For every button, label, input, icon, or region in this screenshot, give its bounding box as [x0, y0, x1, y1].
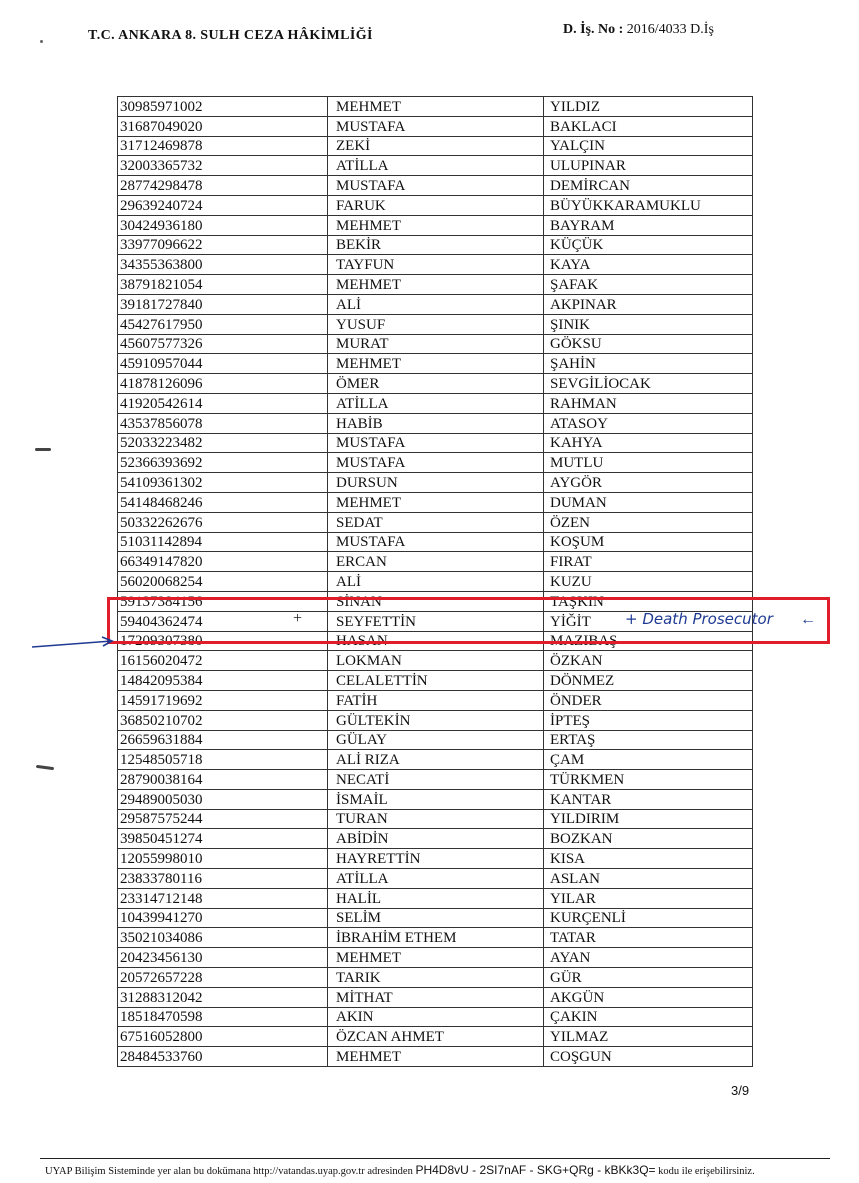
- table-row: [118, 176, 753, 196]
- table-row: [118, 651, 753, 671]
- file-number-value: 2016/4033 D.İş: [626, 22, 714, 37]
- file-number: [563, 22, 714, 38]
- first-name-cell: SEDAT: [328, 512, 544, 532]
- table-row: [118, 453, 753, 473]
- first-name-cell: ERCAN: [328, 552, 544, 572]
- last-name-cell: SEVGİLİOCAK: [544, 374, 753, 394]
- margin-dash-mark: [36, 765, 54, 770]
- table-row: [118, 829, 753, 849]
- first-name-cell: SELİM: [328, 908, 544, 928]
- table-row: [118, 730, 753, 750]
- table-row: [118, 908, 753, 928]
- last-name-cell: RAHMAN: [544, 393, 753, 413]
- last-name-cell: ULUPINAR: [544, 156, 753, 176]
- id-number-cell: 28774298478: [118, 176, 328, 196]
- last-name-cell: KAHYA: [544, 433, 753, 453]
- first-name-cell: İSMAİL: [328, 789, 544, 809]
- last-name-cell: MAZIBAŞ: [544, 631, 753, 651]
- last-name-cell: KOŞUM: [544, 532, 753, 552]
- last-name-cell: KÜÇÜK: [544, 235, 753, 255]
- last-name-cell: TAŞKIN: [544, 591, 753, 611]
- table-row: [118, 433, 753, 453]
- table-row: [118, 789, 753, 809]
- first-name-cell: HAYRETTİN: [328, 849, 544, 869]
- table-row: [118, 215, 753, 235]
- first-name-cell: İBRAHİM ETHEM: [328, 928, 544, 948]
- first-name-cell: FATİH: [328, 690, 544, 710]
- first-name-cell: FARUK: [328, 195, 544, 215]
- table-row: [118, 136, 753, 156]
- table-row: [118, 97, 753, 117]
- last-name-cell: TÜRKMEN: [544, 770, 753, 790]
- last-name-cell: ERTAŞ: [544, 730, 753, 750]
- last-name-cell: BAYRAM: [544, 215, 753, 235]
- table-row: [118, 572, 753, 592]
- table-row: [118, 948, 753, 968]
- id-number-cell: 43537856078: [118, 413, 328, 433]
- last-name-cell: ÖZKAN: [544, 651, 753, 671]
- first-name-cell: ATİLLA: [328, 156, 544, 176]
- id-number-cell: 50332262676: [118, 512, 328, 532]
- id-number-cell: 18518470598: [118, 1007, 328, 1027]
- id-number-cell: 32003365732: [118, 156, 328, 176]
- first-name-cell: MİTHAT: [328, 987, 544, 1007]
- footer-text: UYAP Bilişim Sisteminde yer alan bu dokümana http://vatandas.uyap.gov.tr adresinden: [45, 1166, 413, 1177]
- last-name-cell: COŞGUN: [544, 1047, 753, 1067]
- id-number-cell: 23833780116: [118, 869, 328, 889]
- id-number-cell: 38791821054: [118, 275, 328, 295]
- last-name-cell: YILDIRIM: [544, 809, 753, 829]
- table-row: [118, 413, 753, 433]
- handwritten-note: + Death Prosecutor: [625, 610, 773, 628]
- first-name-cell: AKIN: [328, 1007, 544, 1027]
- first-name-cell: HASAN: [328, 631, 544, 651]
- table-row: [118, 968, 753, 988]
- table-row: [118, 512, 753, 532]
- first-name-cell: ÖMER: [328, 374, 544, 394]
- table-row: [118, 671, 753, 691]
- last-name-cell: YILDIZ: [544, 97, 753, 117]
- id-number-cell: 12548505718: [118, 750, 328, 770]
- id-number-cell: 30985971002: [118, 97, 328, 117]
- table-row: [118, 809, 753, 829]
- id-number-cell: 54109361302: [118, 473, 328, 493]
- id-number-cell: 29639240724: [118, 195, 328, 215]
- court-title: T.C. ANKARA 8. SULH CEZA HÂKİMLİĞİ: [88, 28, 373, 43]
- id-number-cell: 41920542614: [118, 393, 328, 413]
- last-name-cell: BAKLACI: [544, 116, 753, 136]
- table-row: [118, 690, 753, 710]
- id-number-cell: 14591719692: [118, 690, 328, 710]
- first-name-cell: TAYFUN: [328, 255, 544, 275]
- table-row: [118, 314, 753, 334]
- table-row: [118, 750, 753, 770]
- footer-divider: [40, 1158, 830, 1159]
- first-name-cell: MEHMET: [328, 97, 544, 117]
- first-name-cell: MUSTAFA: [328, 116, 544, 136]
- margin-dash-mark: [35, 448, 51, 451]
- first-name-cell: MUSTAFA: [328, 532, 544, 552]
- last-name-cell: ÖNDER: [544, 690, 753, 710]
- last-name-cell: ÇAKIN: [544, 1007, 753, 1027]
- last-name-cell: ÇAM: [544, 750, 753, 770]
- id-number-cell: 29587575244: [118, 809, 328, 829]
- id-number-cell: 31712469878: [118, 136, 328, 156]
- first-name-cell: YUSUF: [328, 314, 544, 334]
- first-name-cell: SİNAN: [328, 591, 544, 611]
- last-name-cell: AYGÖR: [544, 473, 753, 493]
- id-number-cell: 30424936180: [118, 215, 328, 235]
- table-row: [118, 1027, 753, 1047]
- table-row: [118, 987, 753, 1007]
- table-row: [118, 354, 753, 374]
- page-number: 3/9: [731, 1083, 750, 1098]
- last-name-cell: ASLAN: [544, 869, 753, 889]
- first-name-cell: GÜLAY: [328, 730, 544, 750]
- id-number-cell: 54148468246: [118, 492, 328, 512]
- last-name-cell: KANTAR: [544, 789, 753, 809]
- first-name-cell: LOKMAN: [328, 651, 544, 671]
- first-name-cell: MEHMET: [328, 275, 544, 295]
- first-name-cell: SEYFETTİN: [328, 611, 544, 631]
- table-row: [118, 849, 753, 869]
- first-name-cell: HABİB: [328, 413, 544, 433]
- last-name-cell: KISA: [544, 849, 753, 869]
- id-number-cell: 45607577326: [118, 334, 328, 354]
- id-number-cell: 56020068254: [118, 572, 328, 592]
- table-row: [118, 869, 753, 889]
- id-number-cell: 28484533760: [118, 1047, 328, 1067]
- table-row: [118, 116, 753, 136]
- last-name-cell: YILAR: [544, 888, 753, 908]
- first-name-cell: NECATİ: [328, 770, 544, 790]
- last-name-cell: AKGÜN: [544, 987, 753, 1007]
- table-row: [118, 928, 753, 948]
- table-row: [118, 532, 753, 552]
- first-name-cell: MUSTAFA: [328, 176, 544, 196]
- first-name-cell: ZEKİ: [328, 136, 544, 156]
- id-number-cell: 59137384156: [118, 591, 328, 611]
- id-number-cell: 34355363800: [118, 255, 328, 275]
- id-number-cell: 35021034086: [118, 928, 328, 948]
- id-number-cell: 67516052800: [118, 1027, 328, 1047]
- last-name-cell: AYAN: [544, 948, 753, 968]
- last-name-cell: YILMAZ: [544, 1027, 753, 1047]
- id-number-cell: 51031142894: [118, 532, 328, 552]
- first-name-cell: BEKİR: [328, 235, 544, 255]
- id-number-cell: 66349147820: [118, 552, 328, 572]
- table-row: [118, 770, 753, 790]
- last-name-cell: BOZKAN: [544, 829, 753, 849]
- first-name-cell: ABİDİN: [328, 829, 544, 849]
- id-number-cell: 33977096622: [118, 235, 328, 255]
- id-number-cell: 31687049020: [118, 116, 328, 136]
- id-number-cell: 31288312042: [118, 987, 328, 1007]
- last-name-cell: ŞAHİN: [544, 354, 753, 374]
- table-row: [118, 473, 753, 493]
- id-number-cell: 14842095384: [118, 671, 328, 691]
- last-name-cell: ATASOY: [544, 413, 753, 433]
- id-number-cell: 45910957044: [118, 354, 328, 374]
- table-row: [118, 552, 753, 572]
- last-name-cell: ŞAFAK: [544, 275, 753, 295]
- last-name-cell: KAYA: [544, 255, 753, 275]
- id-number-cell: 52033223482: [118, 433, 328, 453]
- last-name-cell: BÜYÜKKARAMUKLU: [544, 195, 753, 215]
- first-name-cell: MUSTAFA: [328, 453, 544, 473]
- first-name-cell: MEHMET: [328, 1047, 544, 1067]
- id-number-cell: 20572657228: [118, 968, 328, 988]
- table-row: [118, 374, 753, 394]
- id-number-cell: 12055998010: [118, 849, 328, 869]
- last-name-cell: YİĞİT: [544, 611, 753, 631]
- first-name-cell: TURAN: [328, 809, 544, 829]
- table-row: [118, 1007, 753, 1027]
- first-name-cell: ALİ: [328, 572, 544, 592]
- first-name-cell: MEHMET: [328, 492, 544, 512]
- last-name-cell: AKPINAR: [544, 294, 753, 314]
- last-name-cell: GÖKSU: [544, 334, 753, 354]
- table-row: [118, 492, 753, 512]
- first-name-cell: GÜLTEKİN: [328, 710, 544, 730]
- table-row: [118, 888, 753, 908]
- last-name-cell: İPTEŞ: [544, 710, 753, 730]
- left-arrow-icon: ←: [800, 611, 816, 628]
- handwritten-plus-mark: +: [293, 610, 303, 627]
- id-number-cell: 36850210702: [118, 710, 328, 730]
- first-name-cell: ALİ RIZA: [328, 750, 544, 770]
- first-name-cell: MURAT: [328, 334, 544, 354]
- id-number-cell: 29489005030: [118, 789, 328, 809]
- first-name-cell: HALİL: [328, 888, 544, 908]
- footer-access-code: PH4D8vU - 2SI7nAF - SKG+QRg - kBKk3Q=: [415, 1163, 656, 1177]
- first-name-cell: ÖZCAN AHMET: [328, 1027, 544, 1047]
- id-number-cell: 41878126096: [118, 374, 328, 394]
- last-name-cell: YALÇIN: [544, 136, 753, 156]
- id-number-cell: 23314712148: [118, 888, 328, 908]
- last-name-cell: DEMİRCAN: [544, 176, 753, 196]
- footer-text-end: kodu ile erişebilirsiniz.: [658, 1166, 755, 1177]
- first-name-cell: CELALETTİN: [328, 671, 544, 691]
- last-name-cell: MUTLU: [544, 453, 753, 473]
- id-number-cell: 45427617950: [118, 314, 328, 334]
- first-name-cell: MUSTAFA: [328, 433, 544, 453]
- last-name-cell: DUMAN: [544, 492, 753, 512]
- first-name-cell: ATİLLA: [328, 869, 544, 889]
- right-arrow-icon: [30, 636, 116, 650]
- table-row: [118, 235, 753, 255]
- file-number-label: D. İş. No :: [563, 22, 624, 37]
- first-name-cell: MEHMET: [328, 948, 544, 968]
- footer: [45, 1163, 755, 1177]
- last-name-cell: FIRAT: [544, 552, 753, 572]
- id-number-cell: 26659631884: [118, 730, 328, 750]
- last-name-cell: KURÇENLİ: [544, 908, 753, 928]
- table-row: [118, 334, 753, 354]
- table-row: [118, 275, 753, 295]
- table-row: [118, 393, 753, 413]
- id-number-cell: 39850451274: [118, 829, 328, 849]
- id-number-cell: 52366393692: [118, 453, 328, 473]
- table-row: [118, 294, 753, 314]
- id-number-cell: 17209307380: [118, 631, 328, 651]
- first-name-cell: ATİLLA: [328, 393, 544, 413]
- last-name-cell: ÖZEN: [544, 512, 753, 532]
- id-number-cell: 20423456130: [118, 948, 328, 968]
- first-name-cell: DURSUN: [328, 473, 544, 493]
- roster-table-body: [118, 97, 753, 1067]
- first-name-cell: MEHMET: [328, 215, 544, 235]
- id-number-cell: 28790038164: [118, 770, 328, 790]
- first-name-cell: ALİ: [328, 294, 544, 314]
- last-name-cell: DÖNMEZ: [544, 671, 753, 691]
- table-row: [118, 1047, 753, 1067]
- table-row: [118, 255, 753, 275]
- id-number-cell: 59404362474: [118, 611, 328, 631]
- table-row: [118, 710, 753, 730]
- table-row: [118, 195, 753, 215]
- id-number-cell: 10439941270: [118, 908, 328, 928]
- id-number-cell: 16156020472: [118, 651, 328, 671]
- first-name-cell: MEHMET: [328, 354, 544, 374]
- last-name-cell: TATAR: [544, 928, 753, 948]
- last-name-cell: ŞINIK: [544, 314, 753, 334]
- last-name-cell: GÜR: [544, 968, 753, 988]
- roster-table: [117, 96, 753, 1067]
- id-number-cell: 39181727840: [118, 294, 328, 314]
- last-name-cell: KUZU: [544, 572, 753, 592]
- scan-dot: [40, 40, 43, 43]
- first-name-cell: TARIK: [328, 968, 544, 988]
- table-row: [118, 156, 753, 176]
